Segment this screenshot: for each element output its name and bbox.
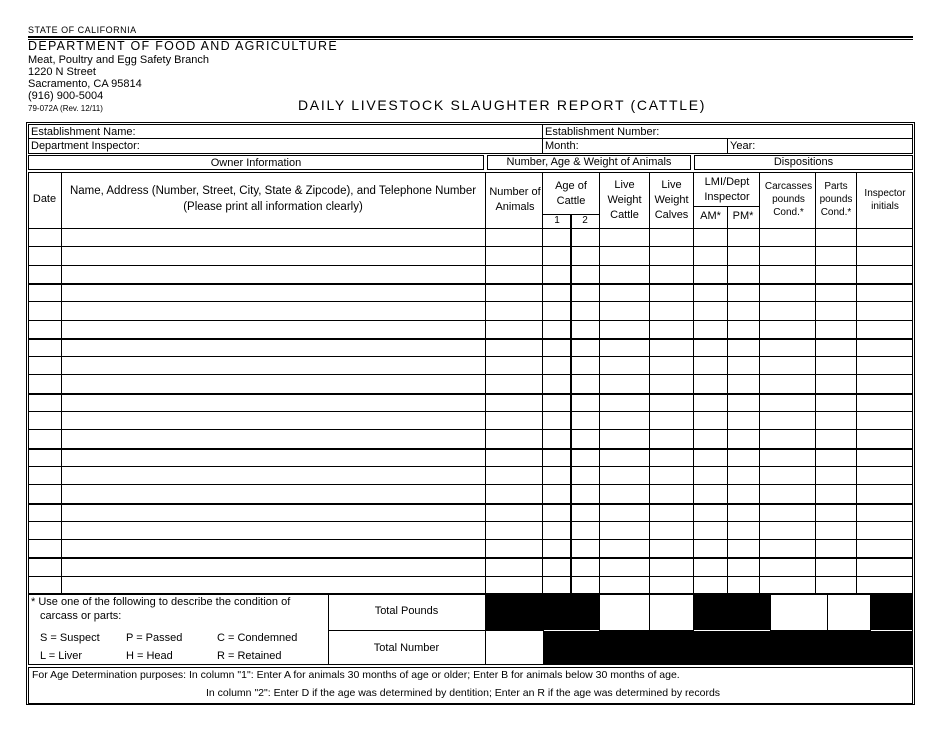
naw-section-label: Number, Age & Weight of Animals (506, 156, 672, 168)
street-address: 1220 N Street (28, 66, 96, 78)
entry-row-line (28, 466, 913, 467)
col-divider-pm (759, 172, 760, 594)
age-note-line1: For Age Determination purposes: In column "1": Enter A for animals 30 months of age or older; Enter B for animals below 30 months of age. (32, 669, 680, 681)
carcasses-header: Carcasses pounds Cond.* (764, 181, 813, 218)
parts-header: Parts pounds Cond.* (819, 181, 853, 218)
code-suspect: S = Suspect (40, 632, 100, 644)
entry-row-line (28, 484, 913, 485)
col-divider-age (570, 214, 572, 594)
entry-row-line (28, 411, 913, 412)
code-liver: L = Liver (40, 650, 83, 662)
code-passed: P = Passed (126, 632, 183, 644)
city-address: Sacramento, CA 95814 (28, 78, 142, 90)
pm-column-header: PM* (732, 210, 754, 222)
entry-row-line (28, 521, 913, 522)
col-divider-parts (856, 172, 857, 594)
entry-row-line (28, 393, 913, 395)
code-head: H = Head (126, 650, 173, 662)
entry-row-line (28, 576, 913, 577)
col-divider-date (61, 172, 62, 594)
dispositions-section-box (694, 155, 913, 170)
total-pounds-label: Total Pounds (374, 605, 439, 617)
header-rule-thick (28, 36, 913, 38)
info-split-1 (542, 124, 543, 154)
code-retained: R = Retained (217, 650, 282, 662)
total-pounds-shaded-number-age (486, 595, 599, 630)
owner-section-label: Owner Information (210, 157, 302, 169)
age-of-cattle-header: Age of Cattle (555, 180, 587, 207)
lmi-inspector-header: LMI/Dept Inspector (704, 176, 750, 203)
age-column-1-header: 1 (554, 215, 560, 226)
totals-divider-mid (328, 630, 485, 631)
entry-row-line (28, 539, 913, 540)
entry-row-line (28, 557, 913, 559)
col-divider-number (542, 172, 543, 594)
entry-row-line (28, 283, 913, 285)
naw-section-box (487, 155, 691, 170)
info-box (28, 124, 913, 154)
entry-row-line (28, 301, 913, 302)
entry-row-line (28, 265, 913, 266)
entry-grid-frame (28, 172, 913, 594)
entry-row-line (28, 338, 913, 340)
col-divider-cattle (649, 172, 650, 594)
total-number-shaded (543, 631, 913, 664)
total-pounds-parts-input[interactable] (827, 594, 871, 631)
total-number-input[interactable] (485, 630, 544, 665)
form-number: 79-072A (Rev. 12/11) (28, 104, 103, 113)
code-condemned: C = Condemned (217, 632, 298, 644)
grid-header-bottom (28, 228, 913, 229)
year-field[interactable]: Year: (730, 140, 756, 152)
total-pounds-shaded-lmi (693, 595, 771, 630)
entry-row-line (28, 320, 913, 321)
entry-row-line (28, 356, 913, 357)
date-column-header: Date (32, 193, 57, 205)
entry-row-line (28, 246, 913, 247)
phone-number: (916) 900-5004 (28, 90, 104, 102)
total-pounds-cattle-input[interactable] (599, 594, 650, 631)
form-title: DAILY LIVESTOCK SLAUGHTER REPORT (CATTLE) (298, 97, 707, 113)
department-name: DEPARTMENT OF FOOD AND AGRICULTURE (28, 39, 338, 53)
entry-row-line (28, 429, 913, 430)
number-of-animals-header: Number of Animals (489, 186, 541, 213)
entry-row-line (28, 503, 913, 505)
condition-note-line1: * Use one of the following to describe the condition of (31, 596, 291, 608)
dispositions-section-label: Dispositions (773, 156, 834, 168)
total-pounds-calves-input[interactable] (649, 594, 694, 631)
owner-section-box (28, 155, 484, 170)
col-divider-calves (693, 172, 694, 594)
age-column-2-header: 2 (582, 215, 588, 226)
live-weight-cattle-header: Live Weight Cattle (607, 179, 642, 221)
age-note-line2: In column "2": Enter D if the age was determined by dentition; Enter an R if the age was determined by records (206, 687, 721, 699)
info-split-2 (727, 138, 728, 154)
state-label: STATE OF CALIFORNIA (28, 25, 137, 35)
branch-name: Meat, Poultry and Egg Safety Branch (28, 54, 209, 66)
total-pounds-carcasses-input[interactable] (770, 594, 828, 631)
condition-note-line2: carcass or parts: (40, 610, 122, 622)
name-address-column-header: Name, Address (Number, Street, City, State & Zipcode), and Telephone Number (69, 185, 477, 197)
total-pounds-shaded-initials (870, 595, 913, 630)
col-divider-carcasses (815, 172, 816, 594)
month-field[interactable]: Month: (545, 140, 579, 152)
col-divider-age-end (599, 172, 600, 594)
live-weight-calves-header: Live Weight Calves (654, 179, 689, 221)
establishment-name-field[interactable]: Establishment Name: (31, 126, 136, 138)
name-address-note: (Please print all information clearly) (183, 201, 363, 213)
am-column-header: AM* (700, 210, 721, 222)
total-number-label: Total Number (373, 642, 440, 654)
department-inspector-field[interactable]: Department Inspector: (31, 140, 140, 152)
entry-row-line (28, 374, 913, 375)
info-divider (28, 138, 913, 139)
col-divider-name (485, 172, 486, 594)
entry-row-line (28, 448, 913, 450)
establishment-number-field[interactable]: Establishment Number: (545, 126, 660, 138)
inspector-initials-header: Inspector initials (864, 188, 906, 212)
